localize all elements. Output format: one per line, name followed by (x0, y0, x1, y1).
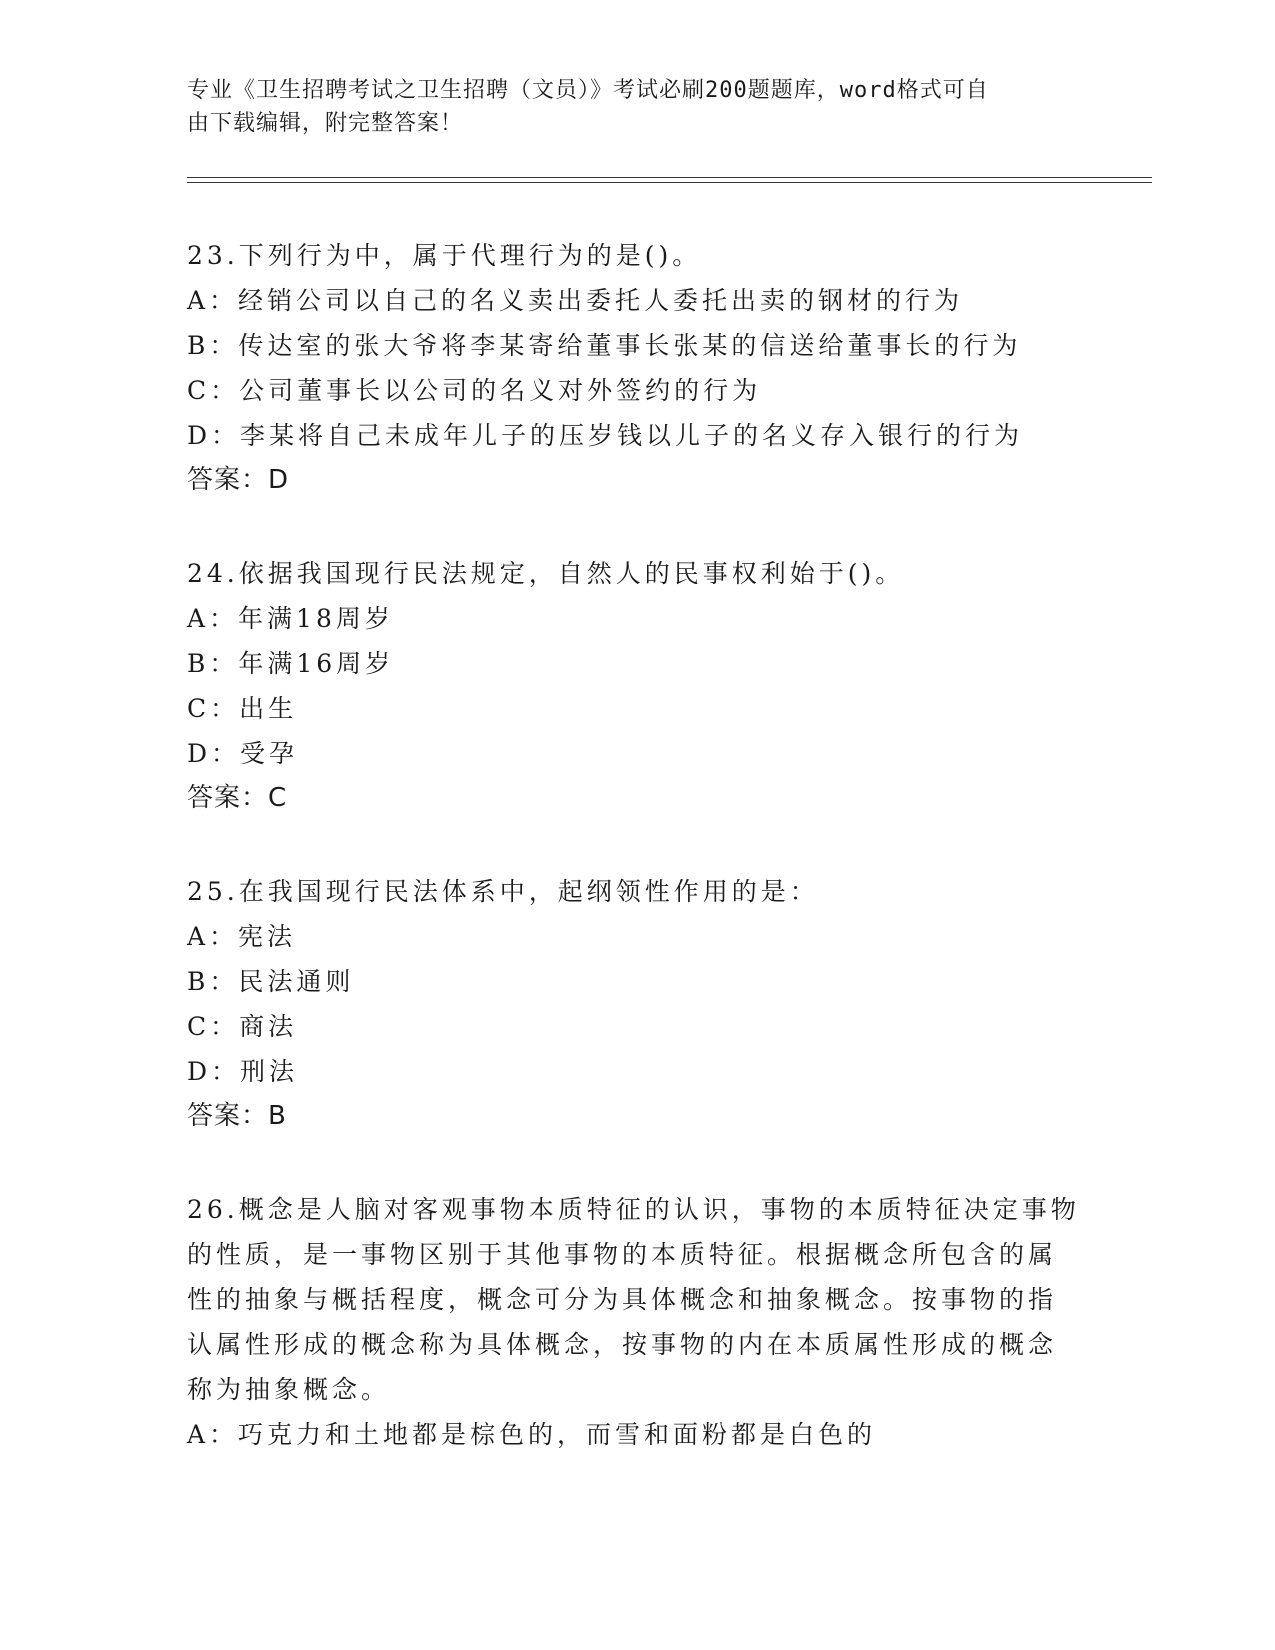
option-b: B：传达室的张大爷将李某寄给董事长张某的信送给董事长的行为 (187, 331, 1022, 360)
option-d: D：刑法 (187, 1057, 299, 1086)
question-stem-line: 的性质，是一事物区别于其他事物的本质特征。根据概念所包含的属 (187, 1240, 1058, 1269)
answer-text: 答案：D (187, 465, 290, 495)
option-a: A：年满18周岁 (187, 604, 394, 633)
question-list (187, 233, 1087, 1505)
question-stem-line: 认属性形成的概念称为具体概念，按事物的内在本质属性形成的概念 (187, 1330, 1058, 1359)
option-a: A：宪法 (187, 922, 297, 951)
header-divider-top (187, 177, 1152, 178)
option-d: D：李某将自己未成年儿子的压岁钱以儿子的名义存入银行的行为 (187, 421, 1024, 450)
document-header (187, 74, 1067, 140)
option-c: C：商法 (187, 1012, 298, 1041)
question-stem-line: 26.概念是人脑对客观事物本质特征的认识，事物的本质特征决定事物 (187, 1195, 1080, 1224)
option-b: B：年满16周岁 (187, 649, 395, 678)
question-stem-line: 性的抽象与概括程度，概念可分为具体概念和抽象概念。按事物的指 (187, 1285, 1058, 1314)
question-24 (187, 551, 1087, 821)
question-stem: 25.在我国现行民法体系中，起纲领性作用的是： (187, 877, 819, 906)
answer-text: 答案：C (187, 783, 288, 813)
header-line-1: 专业《卫生招聘考试之卫生招聘（文员）》考试必刷200题题库，word格式可自 (187, 78, 989, 103)
question-stem: 23.下列行为中，属于代理行为的是()。 (187, 241, 702, 270)
option-a: A：巧克力和土地都是棕色的，而雪和面粉都是白色的 (187, 1420, 877, 1449)
question-23 (187, 233, 1087, 503)
question-25 (187, 869, 1087, 1139)
question-26 (187, 1187, 1087, 1457)
question-stem-line: 称为抽象概念。 (187, 1375, 391, 1404)
header-line-2: 由下载编辑，附完整答案！ (187, 111, 464, 136)
option-c: C：出生 (187, 694, 298, 723)
option-b: B：民法通则 (187, 967, 355, 996)
option-a: A：经销公司以自己的名义卖出委托人委托出卖的钢材的行为 (187, 286, 964, 315)
answer-text: 答案：B (187, 1101, 287, 1131)
option-d: D：受孕 (187, 739, 299, 768)
question-stem: 24.依据我国现行民法规定，自然人的民事权利始于()。 (187, 559, 905, 588)
header-divider-bottom (187, 182, 1152, 183)
option-c: C：公司董事长以公司的名义对外签约的行为 (187, 376, 762, 405)
